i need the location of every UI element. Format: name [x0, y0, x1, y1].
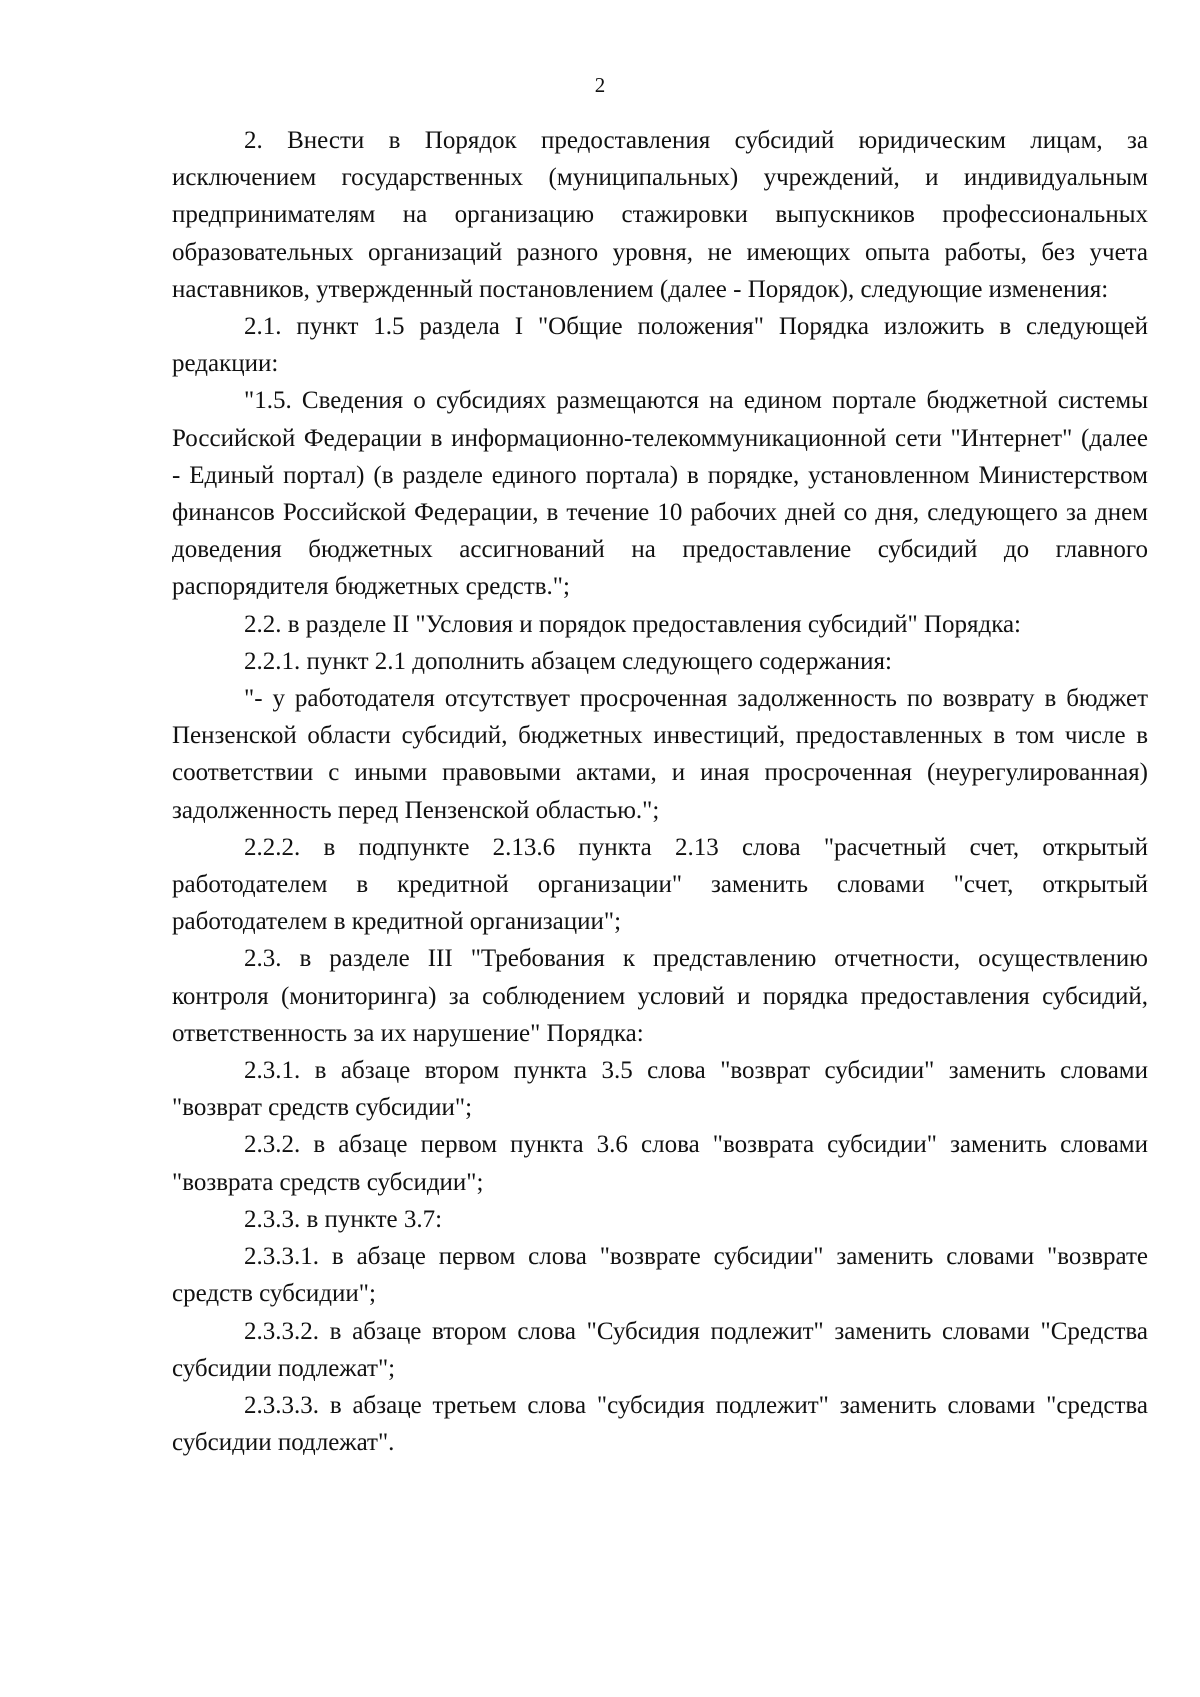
paragraph-2-2: 2.2. в разделе II "Условия и порядок предоставления субсидий" Порядка:	[244, 610, 1022, 638]
page-number: 2	[594, 73, 606, 97]
paragraph-2-3-3: 2.3.3. в пункте 3.7:	[244, 1205, 443, 1233]
paragraph-2-2-1: 2.2.1. пункт 2.1 дополнить абзацем следующего содержания:	[244, 647, 892, 675]
paragraph-2-3-3-3: 2.3.3.3. в абзаце третьем слова "субсидия подлежит" заменить словами "средства субсидии подлежат".	[172, 1391, 1148, 1457]
paragraph-2-2-2: 2.2.2. в подпункте 2.13.6 пункта 2.13 слова "расчетный счет, открытый работодателем в кредитной организации" заменить словами "счет, открытый работодателем в кредитной организации";	[172, 833, 1148, 936]
paragraph-2-3-3-2: 2.3.3.2. в абзаце втором слова "Субсидия подлежит" заменить словами "Средства субсидии подлежат";	[172, 1317, 1148, 1382]
paragraph-1-5-quote: "1.5. Сведения о субсидиях размещаются на едином портале бюджетной системы Российской Федерации в информационно-телекоммуникационной сети "Интернет" (далее - Единый портал) (в разделе единого портала) в порядке, установленном Министерством финансов Российской Федерации, в течение 10 рабочих дней со дня, следующего за днем доведения бюджетных ассигнований на предоставление субсидий до главного распорядителя бюджетных средств.";	[172, 387, 1148, 601]
paragraph-2-1: 2.1. пункт 1.5 раздела I "Общие положения" Порядка изложить в следующей редакции:	[172, 313, 1148, 378]
paragraph-2-3-2: 2.3.2. в абзаце первом пункта 3.6 слова "возврата субсидии" заменить словами "возврата средств субсидии";	[172, 1131, 1148, 1196]
paragraph-2: 2. Внести в Порядок предоставления субсидий юридическим лицам, за исключением государственных (муниципальных) учреждений, и индивидуальным предпринимателям на организацию стажировки выпускников профессиональных образовательных организаций разного уровня, не имеющих опыта работы, без учета наставников, утвержденный постановлением (далее - Порядок), следующие изменения:	[172, 127, 1148, 303]
paragraph-2-3-3-1: 2.3.3.1. в абзаце первом слова "возврате субсидии" заменить словами "возврате средств субсидии";	[172, 1243, 1148, 1308]
paragraph-2-3-1: 2.3.1. в абзаце втором пункта 3.5 слова "возврат субсидии" заменить словами "возврат средств субсидии";	[172, 1057, 1148, 1122]
paragraph-2-2-1-quote: "- у работодателя отсутствует просроченная задолженность по возврату в бюджет Пензенской области субсидий, бюджетных инвестиций, предоставленных в том числе в соответствии с иными правовыми актами, и иная просроченная (неурегулированная) задолженность перед Пензенской областью.";	[172, 685, 1148, 824]
paragraph-2-3: 2.3. в разделе III "Требования к представлению отчетности, осуществлению контроля (мониторинга) за соблюдением условий и порядка предоставления субсидий, ответственность за их нарушение" Порядка:	[172, 945, 1148, 1047]
document-body	[172, 122, 1148, 1461]
